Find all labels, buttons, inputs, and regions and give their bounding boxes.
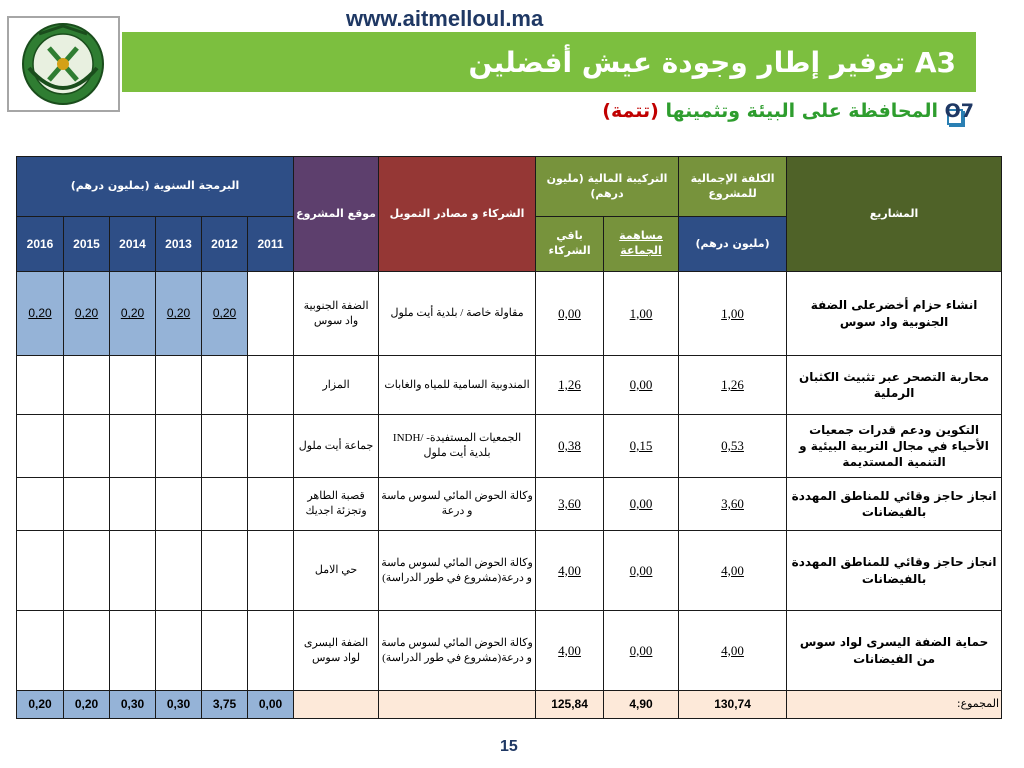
year-header: 2014 bbox=[110, 217, 156, 272]
table-row bbox=[17, 415, 1002, 478]
partners-cell: المندوبية السامية للمياه والغابات bbox=[379, 356, 536, 415]
partners-cell: وكالة الحوض المائي لسوس ماسة و درعة bbox=[379, 478, 536, 531]
location-cell: الضفة اليسرى لواد سوس bbox=[294, 611, 379, 691]
table-row bbox=[17, 356, 1002, 415]
financing-header: التركيبة المالية (مليون درهم) bbox=[536, 157, 679, 217]
year-cell bbox=[110, 611, 156, 691]
section-subtitle bbox=[602, 100, 974, 122]
total-cost-cell: 4,00 bbox=[679, 611, 787, 691]
total-year-cell: 0,20 bbox=[64, 691, 110, 719]
year-header: 2012 bbox=[202, 217, 248, 272]
year-cell bbox=[156, 415, 202, 478]
year-cell: 0,20 bbox=[156, 272, 202, 356]
project-cell: التكوين ودعم قدرات جمعيات الأحياء في مجال التربية البيئية و التنمية المستديمة bbox=[787, 415, 1002, 478]
location-cell: جماعة أيت ملول bbox=[294, 415, 379, 478]
year-cell bbox=[17, 531, 64, 611]
year-cell bbox=[156, 531, 202, 611]
year-cell bbox=[202, 611, 248, 691]
year-cell bbox=[110, 531, 156, 611]
grand-total: 130,74 bbox=[679, 691, 787, 719]
empty-cell bbox=[379, 691, 536, 719]
location-cell: المزار bbox=[294, 356, 379, 415]
year-cell bbox=[248, 531, 294, 611]
year-cell: 0,20 bbox=[64, 272, 110, 356]
total-year-cell: 0,30 bbox=[156, 691, 202, 719]
location-cell: قصبة الطاهر وتجزئة اجديك bbox=[294, 478, 379, 531]
table-row bbox=[17, 611, 1002, 691]
year-cell: 0,20 bbox=[17, 272, 64, 356]
year-cell bbox=[156, 356, 202, 415]
total-year-cell: 0,00 bbox=[248, 691, 294, 719]
commune-share-cell: 0,00 bbox=[604, 611, 679, 691]
project-cell: حماية الضفة اليسرى لواد سوس من الفيضانات bbox=[787, 611, 1002, 691]
year-cell bbox=[202, 531, 248, 611]
year-cell bbox=[156, 611, 202, 691]
title-bar bbox=[122, 32, 976, 92]
year-cell bbox=[202, 478, 248, 531]
year-cell bbox=[64, 356, 110, 415]
total-cost-header: الكلفة الإجمالية للمشروع bbox=[679, 157, 787, 217]
year-cell bbox=[17, 478, 64, 531]
location-header: موقع المشروع bbox=[294, 157, 379, 272]
year-cell: 0,20 bbox=[110, 272, 156, 356]
continuation-label: (تتمة) bbox=[602, 100, 659, 122]
project-cell: انجاز حاجز وقائي للمناطق المهددة بالفيضانات bbox=[787, 478, 1002, 531]
year-header: 2015 bbox=[64, 217, 110, 272]
total-cost-cell: 1,00 bbox=[679, 272, 787, 356]
partners-amount-cell: 4,00 bbox=[536, 611, 604, 691]
table-row bbox=[17, 531, 1002, 611]
partners-amount-cell: 3,60 bbox=[536, 478, 604, 531]
project-cell: محاربة التصحر عبر تثبيث الكثبان الرملية bbox=[787, 356, 1002, 415]
partners-amount-cell: 4,00 bbox=[536, 531, 604, 611]
total-year-cell: 0,20 bbox=[17, 691, 64, 719]
projects-table bbox=[16, 156, 1002, 719]
commune-share-cell: 0,00 bbox=[604, 478, 679, 531]
website-url[interactable]: www.aitmelloul.ma bbox=[346, 6, 544, 31]
year-cell bbox=[248, 478, 294, 531]
year-cell bbox=[64, 478, 110, 531]
year-header: 2013 bbox=[156, 217, 202, 272]
municipal-emblem-icon bbox=[7, 16, 120, 112]
total-year-cell: 0,30 bbox=[110, 691, 156, 719]
total-commune-share: 4,90 bbox=[604, 691, 679, 719]
empty-cell bbox=[294, 691, 379, 719]
total-cost-cell: 3,60 bbox=[679, 478, 787, 531]
year-header: 2016 bbox=[17, 217, 64, 272]
project-cell: انشاء حزام أخضرعلى الضفة الجنوبية واد سوس bbox=[787, 272, 1002, 356]
total-cost-cell: 4,00 bbox=[679, 531, 787, 611]
partners-cell: مقاولة خاصة / بلدية أيت ملول bbox=[379, 272, 536, 356]
year-cell bbox=[64, 531, 110, 611]
year-cell bbox=[202, 415, 248, 478]
year-cell: 0,20 bbox=[202, 272, 248, 356]
year-cell bbox=[110, 478, 156, 531]
header-row-1 bbox=[17, 157, 1002, 217]
objective-title: المحافظة على البيئة وتثمينها bbox=[665, 100, 938, 122]
year-cell bbox=[202, 356, 248, 415]
location-cell: حي الامل bbox=[294, 531, 379, 611]
year-cell bbox=[248, 415, 294, 478]
totals-label: المجموع: bbox=[787, 691, 1002, 719]
year-cell bbox=[248, 272, 294, 356]
project-cell: انجاز حاجز وقائي للمناطق المهددة بالفيضانات bbox=[787, 531, 1002, 611]
year-cell bbox=[17, 611, 64, 691]
year-cell bbox=[156, 478, 202, 531]
total-cost-cell: 0,53 bbox=[679, 415, 787, 478]
totals-row bbox=[17, 691, 1002, 719]
location-cell: الضفة الجنوبية واد سوس bbox=[294, 272, 379, 356]
year-cell bbox=[110, 415, 156, 478]
partners-cell: الجمعيات المستفيدة- /INDH بلدية أيت ملول bbox=[379, 415, 536, 478]
partners-header: الشركاء و مصادر التمويل bbox=[379, 157, 536, 272]
partners-cell: وكالة الحوض المائي لسوس ماسة و درعة(مشروع في طور الدراسة) bbox=[379, 531, 536, 611]
year-cell bbox=[110, 356, 156, 415]
commune-share-header: مساهمة الجماعة bbox=[604, 217, 679, 272]
partners-rest-header: باقي الشركاء bbox=[536, 217, 604, 272]
commune-share-cell: 1,00 bbox=[604, 272, 679, 356]
table-row bbox=[17, 478, 1002, 531]
partners-cell: وكالة الحوض المائي لسوس ماسة و درعة(مشروع في طور الدراسة) bbox=[379, 611, 536, 691]
partners-amount-cell: 1,26 bbox=[536, 356, 604, 415]
year-cell bbox=[248, 356, 294, 415]
commune-share-cell: 0,15 bbox=[604, 415, 679, 478]
annual-header: البرمجة السنوية (بمليون درهم) bbox=[17, 157, 294, 217]
total-partners-amount: 125,84 bbox=[536, 691, 604, 719]
table-row bbox=[17, 272, 1002, 356]
total-cost-cell: 1,26 bbox=[679, 356, 787, 415]
year-cell bbox=[248, 611, 294, 691]
year-header: 2011 bbox=[248, 217, 294, 272]
total-year-cell: 3,75 bbox=[202, 691, 248, 719]
commune-share-cell: 0,00 bbox=[604, 531, 679, 611]
commune-share-cell: 0,00 bbox=[604, 356, 679, 415]
projects-header: المشاريع bbox=[787, 157, 1002, 272]
objective-code: O7 bbox=[944, 100, 974, 122]
year-cell bbox=[17, 415, 64, 478]
page-number: 15 bbox=[500, 738, 518, 755]
partners-amount-cell: 0,38 bbox=[536, 415, 604, 478]
total-cost-unit-header: (مليون درهم) bbox=[679, 217, 787, 272]
year-cell bbox=[64, 415, 110, 478]
year-cell bbox=[64, 611, 110, 691]
partners-amount-cell: 0,00 bbox=[536, 272, 604, 356]
page-title: A3 توفير إطار وجودة عيش أفضلين bbox=[468, 46, 956, 79]
year-cell bbox=[17, 356, 64, 415]
